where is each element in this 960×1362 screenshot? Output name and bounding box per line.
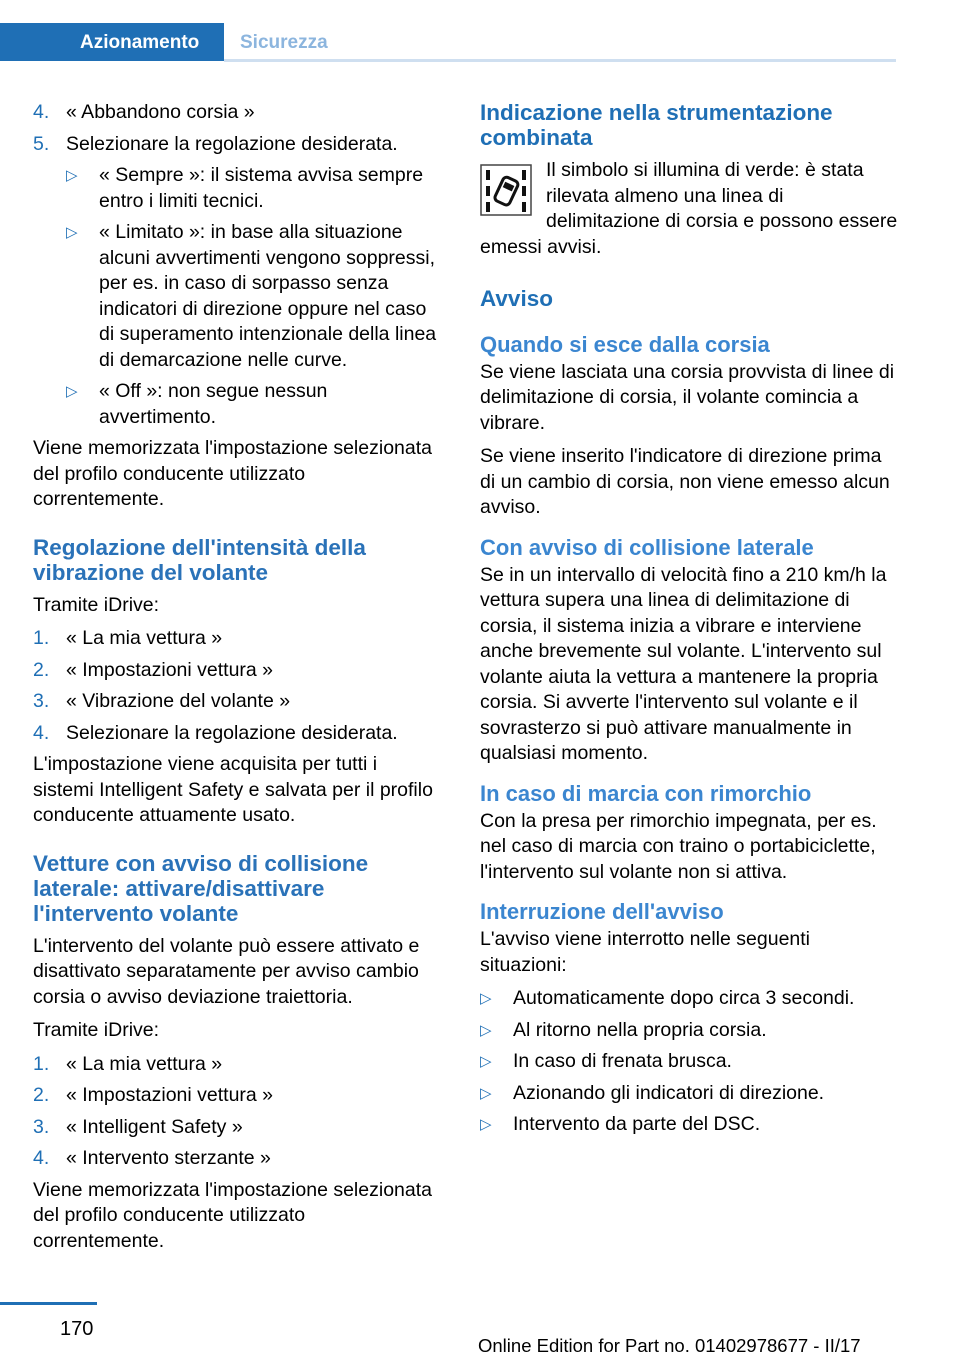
interruption-item [480, 1081, 898, 1107]
tab-sicurezza[interactable] [224, 23, 344, 61]
list-text: « La mia vettura » [66, 627, 223, 649]
option-text: « Sempre »: il sistema avvisa sempre entro i limiti tecnici. [99, 164, 424, 212]
interruption-item [480, 986, 898, 1012]
heading-leaving-lane: Quando si esce dalla corsia [480, 331, 770, 357]
option-text: « Off »: non segue nessun avvertimento. [99, 380, 328, 428]
list-item [33, 1146, 441, 1172]
tab-azionamento-label: Azionamento [80, 32, 200, 53]
collision-intro: L'intervento del volante può essere attivato e disattivato separatamente per avviso cambio corsia o avviso deviazione traiettoria. [33, 934, 420, 1008]
list-text: « Intelligent Safety » [66, 1115, 243, 1138]
option-text: « Limitato »: in base alla situazione alcuni avvertimenti vengono soppressi, per es. in caso di sorpasso senza indicatori di direzione oppure nel caso di superamento intenzionale della linea di demarcazione nelle curve. [99, 221, 437, 371]
triangle-bullet-icon: ▷ [66, 167, 78, 184]
trailer-text: Con la presa per rimorchio impegnata, per es. nel caso di marcia con traino o portabiciclette, l'intervento sul volante non si attiva. [480, 809, 877, 883]
interruption-text: Automaticamente dopo circa 3 secondi. [513, 987, 855, 1009]
list-number: 3. [33, 1115, 50, 1138]
triangle-bullet-icon: ▷ [66, 224, 78, 241]
interruption-text: Azionando gli indicatori di direzione. [513, 1081, 825, 1104]
list-number: 5. [33, 132, 50, 155]
option-item [66, 379, 441, 430]
display-text: Il simbolo si illumina di verde: è stata rilevata almeno una linea di delimitazione di corsia e possono essere emessi avvisi. [480, 159, 898, 258]
interruption-intro: L'avviso viene interrotto nelle seguenti situazioni: [480, 928, 811, 976]
list-item [33, 132, 441, 158]
interruption-item [480, 1112, 898, 1138]
leaving-paragraph-1: Se viene lasciata una corsia provvista di linee di delimitazione di corsia, il volante comincia a vibrare. [480, 360, 895, 434]
triangle-bullet-icon: ▷ [480, 990, 492, 1007]
list-text: « Abbandono corsia » [66, 101, 255, 123]
interruption-text: Intervento da parte del DSC. [513, 1113, 761, 1135]
list-text: Selezionare la regolazione desiderata. [66, 132, 398, 155]
option-item [66, 163, 441, 214]
memo-paragraph: Viene memorizzata l'impostazione selezionata del profilo conducente utilizzato correntemente. [33, 1178, 432, 1252]
heading-collision: Vetture con avviso di collisione laterale: attivare/disattivare l'intervento volante [33, 850, 369, 926]
list-item [33, 626, 441, 652]
right-column [480, 100, 898, 1144]
triangle-bullet-icon: ▷ [66, 383, 78, 400]
via-idrive-label: Tramite iDrive: [33, 1019, 160, 1041]
side-collision-text: Se in un intervallo di velocità fino a 210 km/h la vettura supera una linea di delimitazione di corsia, il sistema inizia a vibrare e interviene anche brevemente sul volante. L'intervento sul volante aiuta la vettura a mantenere la propria corsia. Si avverte l'intervento sul volante e il sovrasterzo si può attivare manualmente in qualsiasi momento. [480, 563, 887, 764]
list-item [33, 689, 441, 715]
list-text: « Vibrazione del volante » [66, 690, 291, 712]
list-item [33, 100, 441, 126]
list-number: 1. [33, 1052, 50, 1075]
list-item [33, 1052, 441, 1078]
page-header [0, 0, 896, 62]
heading-avviso: Avviso [480, 286, 553, 311]
interruption-text: In caso di frenata brusca. [513, 1050, 732, 1072]
list-item [33, 1083, 441, 1109]
interruption-item [480, 1018, 898, 1044]
list-item [33, 658, 441, 684]
list-text: « Impostazioni vettura » [66, 1084, 274, 1106]
edition-label: Online Edition for Part no. 01402978677 - II/17 [478, 1335, 861, 1356]
tab-sicurezza-label: Sicurezza [240, 32, 328, 53]
triangle-bullet-icon: ▷ [480, 1116, 492, 1133]
list-number: 4. [33, 101, 50, 123]
list-item [33, 1115, 441, 1141]
interruption-item [480, 1049, 898, 1075]
list-text: « Impostazioni vettura » [66, 658, 274, 681]
heading-interruption: Interruzione dell'avviso [480, 899, 724, 924]
triangle-bullet-icon: ▷ [480, 1084, 492, 1102]
heading-display: Indicazione nella strumentazione combinata [480, 100, 833, 150]
heading-side-collision: Con avviso di collisione laterale [480, 534, 814, 560]
heading-trailer: In caso di marcia con rimorchio [480, 780, 812, 806]
memo-paragraph: Viene memorizzata l'impostazione selezionata del profilo conducente utilizzato correntemente. [33, 437, 432, 510]
triangle-bullet-icon: ▷ [480, 1053, 492, 1070]
list-text: « Intervento sterzante » [66, 1147, 271, 1169]
triangle-bullet-icon: ▷ [480, 1021, 492, 1039]
list-number: 2. [33, 658, 50, 681]
leaving-paragraph-2: Se viene inserito l'indicatore di direzione prima di un cambio di corsia, non viene emesso alcun avviso. [480, 445, 890, 518]
list-number: 3. [33, 690, 50, 712]
list-number: 2. [33, 1084, 50, 1106]
option-item [66, 220, 441, 373]
tab-azionamento[interactable] [0, 23, 224, 61]
list-number: 1. [33, 627, 50, 649]
list-number: 4. [33, 1147, 50, 1169]
via-idrive-label: Tramite iDrive: [33, 593, 160, 616]
list-text: Selezionare la regolazione desiderata. [66, 721, 398, 744]
interruption-text: Al ritorno nella propria corsia. [513, 1018, 767, 1041]
page-number: 170 [60, 1318, 94, 1340]
list-number: 4. [33, 721, 50, 744]
heading-vibration: Regolazione dell'intensità della vibrazione del volante [33, 534, 366, 585]
list-item [33, 721, 441, 747]
header-divider [224, 59, 896, 62]
lane-departure-warning-icon [480, 164, 532, 216]
footer-divider [0, 1302, 97, 1305]
list-text: « La mia vettura » [66, 1052, 223, 1075]
vibration-note: L'impostazione viene acquisita per tutti i sistemi Intelligent Safety e salvata per il profilo conducente attuamente usato. [33, 753, 433, 826]
left-column [33, 100, 441, 1262]
